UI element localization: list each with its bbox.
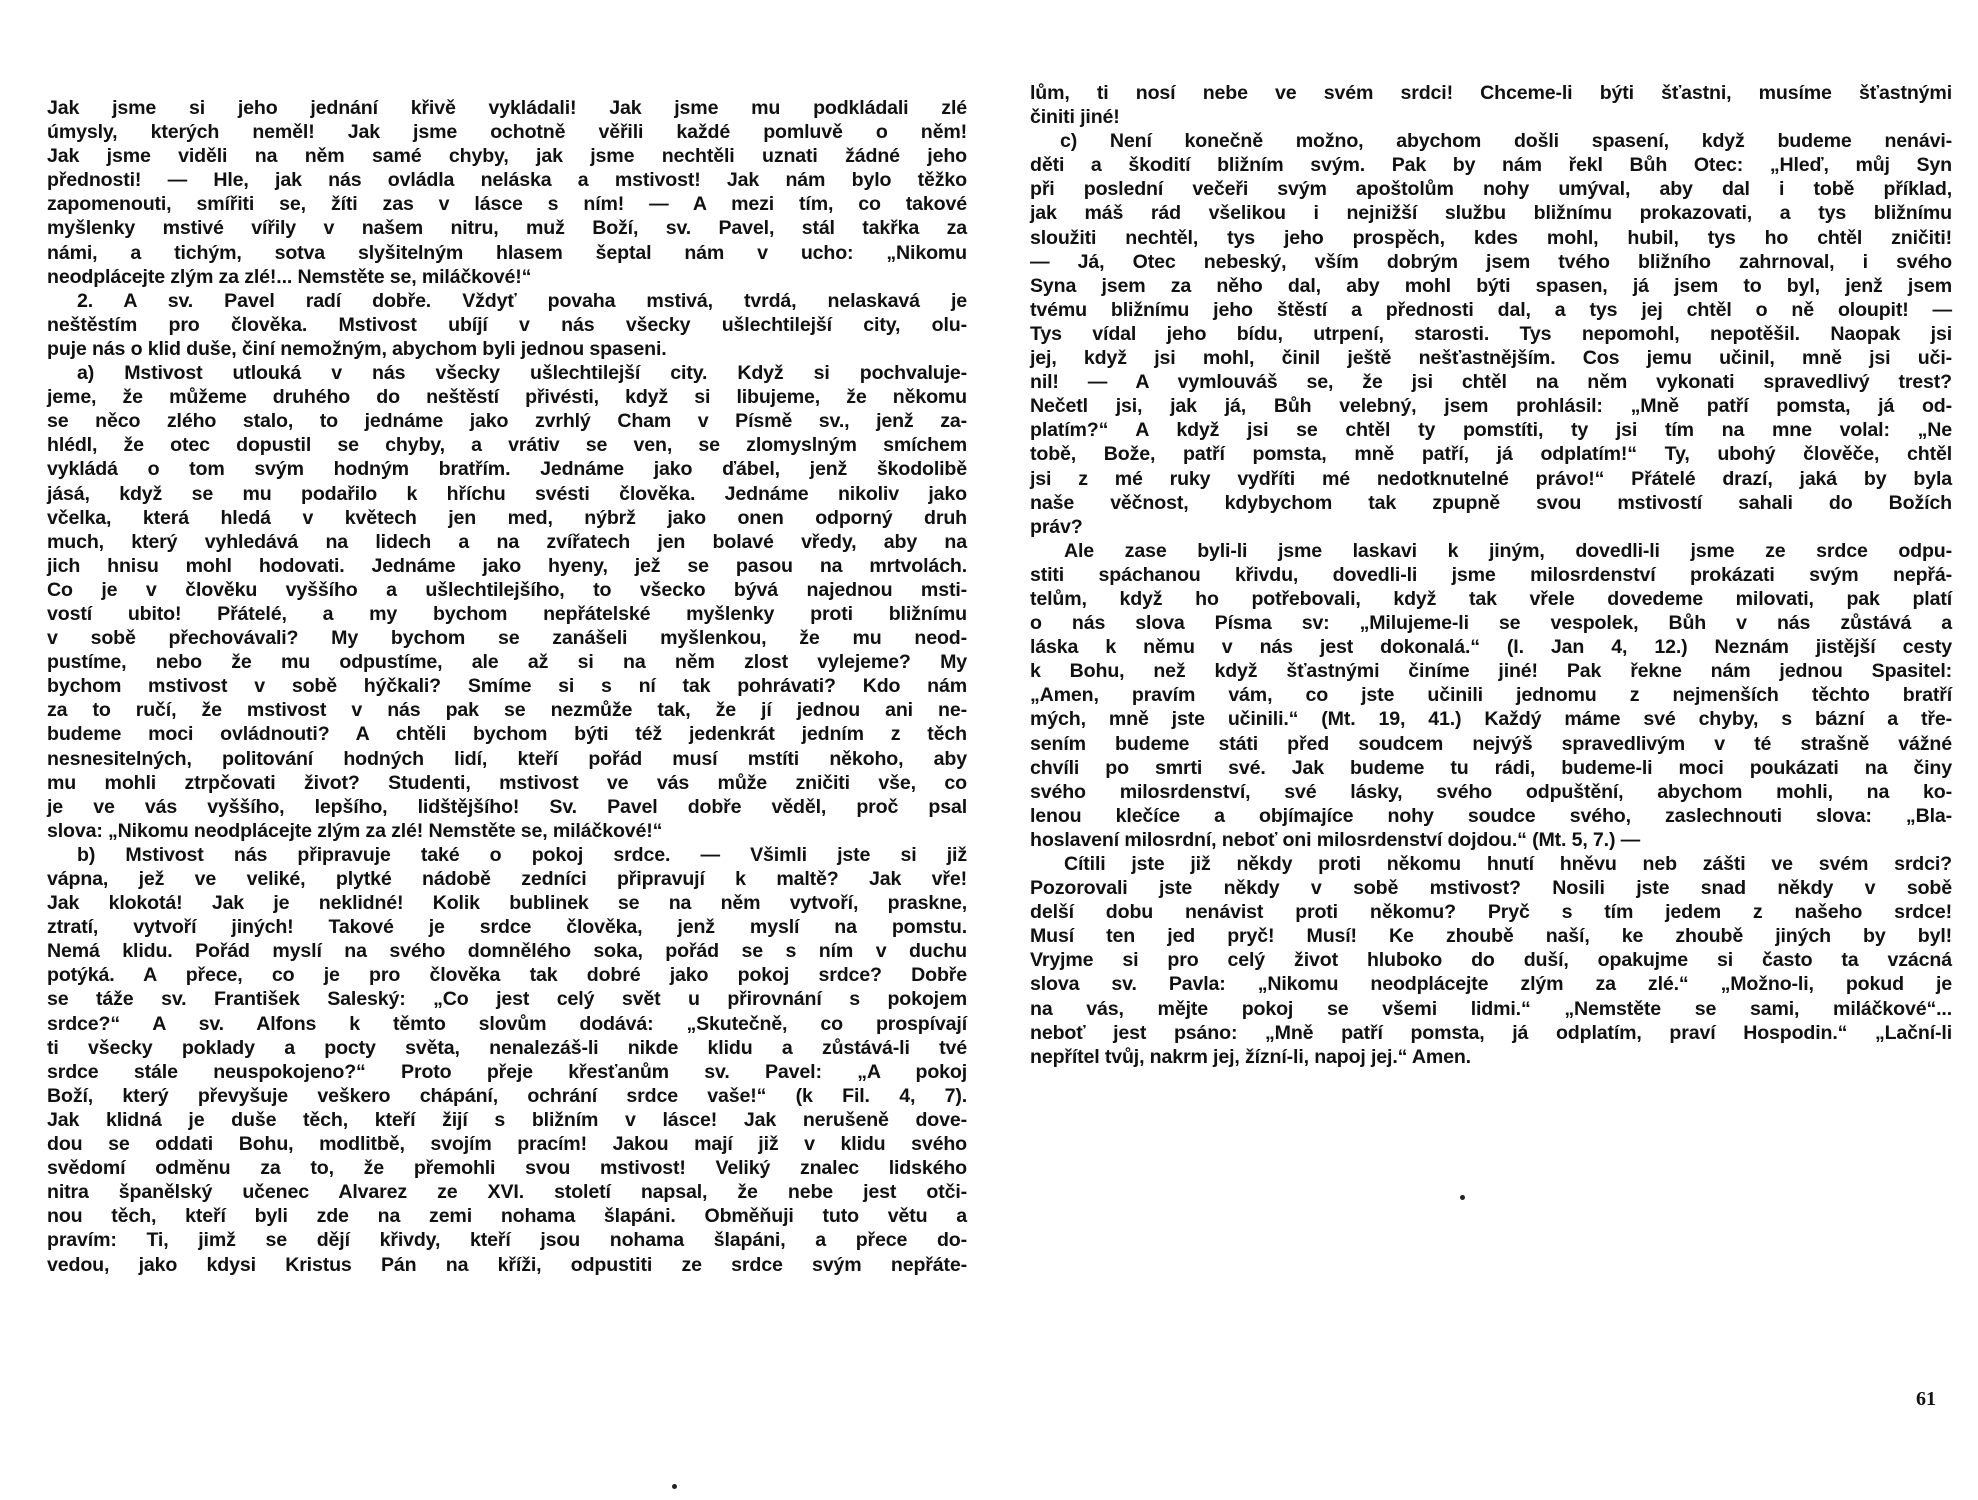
text-line: práv? bbox=[1030, 515, 1083, 538]
text-line: námi, a tichým, sotva slyšitelným hlasem šeptal nám v ucho: „Nikomu bbox=[47, 241, 967, 264]
text-line: platím?“ A když jsi se chtěl ty pomstíti, ty jsi tím na mne volal: „Ne bbox=[1030, 419, 1952, 442]
text-line: vápna, jež ve veliké, plytké nádobě zedníci připravují k maltě? Jak vře! bbox=[47, 868, 967, 890]
text-line: Cítili jste již někdy proti někomu hnutí hněvu neb zášti ve svém srdci? bbox=[1064, 853, 1952, 875]
left-page-text bbox=[47, 96, 967, 1277]
print-speck bbox=[672, 1484, 677, 1489]
text-line: zapomenouti, smířiti se, žíti zas v lásce s ním! — A mezi tím, co takové bbox=[47, 193, 967, 216]
text-line: jásá, když se mu podařilo k hříchu svésti člověka. Jednáme nikoliv jako bbox=[47, 482, 967, 505]
text-line: neboť jest psáno: „Mně patří pomsta, já odplatím, praví Hospodin.“ „Lační-li bbox=[1030, 1021, 1952, 1044]
text-line: ti všecky poklady a pocty světa, nenalezáš-li nikde klidu a zůstává-li tvé bbox=[47, 1036, 967, 1059]
text-line: neštěstím pro člověka. Mstivost ubíjí v nás všecky ušlechtilejší city, olu- bbox=[47, 313, 967, 336]
text-line: sením budeme státi před soudcem nejvýš spravedlivým v té strašně vážné bbox=[1030, 732, 1952, 755]
text-line: ztratí, vytvoří jiných! Takové je srdce člověka, jenž myslí na pomstu. bbox=[47, 916, 967, 939]
text-line: se táže sv. František Saleský: „Co jest celý svět u přirovnání s pokojem bbox=[47, 988, 967, 1011]
text-line: sloužiti nechtěl, tys jeho prospěch, kdes mohl, hubil, tys ho chtěl zničiti! bbox=[1030, 226, 1952, 249]
text-line: hlédl, že otec dopustil se chyby, a vrátiv se ven, se zlomyslným smíchem bbox=[47, 434, 967, 457]
text-line: Ale zase byli-li jsme laskavi k jiným, dovedli-li jsme ze srdce odpu- bbox=[1064, 539, 1952, 562]
text-line: srdce?“ A sv. Alfons k těmto slovům dodává: „Skutečně, co prospívají bbox=[47, 1012, 967, 1035]
text-line: delší dobu nenávist proti někomu? Pryč s tím jedem z našeho srdce! bbox=[1030, 901, 1952, 924]
text-line: jich hnisu mohl hodovati. Jednáme jako hyeny, jež se pasou na mrtvolách. bbox=[47, 554, 967, 577]
text-line: hoslavení milosrdní, neboť oni milosrdenství dojdou.“ (Mt. 5, 7.) — bbox=[1030, 828, 1641, 851]
text-line: Jak klidná je duše těch, kteří žijí s bližním v lásce! Jak nerušeně dove- bbox=[47, 1108, 967, 1131]
text-line: b) Mstivost nás připravuje také o pokoj srdce. — Všimli jste si již bbox=[77, 843, 967, 866]
text-line: „Amen, pravím vám, co jste učinili jednomu z nejmenších těchto bratří bbox=[1030, 684, 1952, 707]
print-speck bbox=[1460, 1195, 1465, 1200]
text-line: chvíli po smrti své. Jak budeme tu rádi, budeme-li moci poukázati na činy bbox=[1030, 756, 1952, 779]
text-line: Boží, který převyšuje veškero chápání, ochrání srdce vaše!“ (k Fil. 4, 7). bbox=[47, 1084, 967, 1107]
text-line: pravím: Ti, jimž se dějí křivdy, kteří jsou nohama šlapáni, a přece do- bbox=[47, 1229, 967, 1252]
text-line: Vryjme si pro celý život hluboko do duší, opakujme si často ta vzácná bbox=[1030, 949, 1952, 972]
text-line: Co je v člověku vyššího a ušlechtilejšího, to všecko bývá najednou msti- bbox=[47, 578, 967, 601]
text-line: srdce stále neuspokojeno?“ Proto přeje křesťanům sv. Pavel: „A pokoj bbox=[47, 1060, 967, 1083]
text-line: Syna jsem za něho dal, aby mohl býti spasen, já jsem to byl, jenž jsem bbox=[1030, 274, 1952, 297]
text-line: za to ručí, že mstivost v nás pak se nezmůže tak, že jí jednou ani ne- bbox=[47, 699, 967, 722]
text-line: nou těch, kteří byli zde na zemi nohama šlapáni. Obměňuji tuto větu a bbox=[47, 1205, 967, 1228]
text-line: nitra španělský učenec Alvarez ze XVI. století napsal, že nebe jest otči- bbox=[47, 1181, 967, 1204]
text-line: v sobě přechovávali? My bychom se zanášeli myšlenkou, že mu neod- bbox=[47, 627, 967, 650]
text-line: Jak jsme viděli na něm samé chyby, jak jsme nechtěli uznati žádné jeho bbox=[47, 145, 967, 168]
text-line: je ve vás vyššího, lepšího, lidštějšího! Sv. Pavel dobře věděl, proč psal bbox=[47, 795, 967, 818]
text-line: Nečetl jsi, jak já, Bůh velebný, jsem prohlásil: „Mně patří pomsta, já od- bbox=[1030, 395, 1952, 418]
text-line: lům, ti nosí nebe ve svém srdci! Chceme-li býti šťastni, musíme šťastnými bbox=[1030, 82, 1952, 104]
text-line: Jak jsme si jeho jednání křivě vykládali! Jak jsme mu podkládali zlé bbox=[47, 97, 967, 119]
text-line: pustíme, nebo že mu odpustíme, ale až si na něm zlost vylejeme? My bbox=[47, 651, 967, 674]
text-line: láska k němu v nás jest dokonalá.“ (I. Jan 4, 12.) Neznám jistější cesty bbox=[1030, 636, 1952, 659]
text-line: stiti spáchanou křivdu, dovedli-li jsme milosrdenství prokázati svým nepřá- bbox=[1030, 563, 1952, 586]
text-line: o nás slova Písma sv: „Milujeme-li se vespolek, Bůh v nás zůstává a bbox=[1030, 612, 1952, 635]
right-page bbox=[989, 0, 1978, 1500]
text-line: c) Není konečně možno, abychom došli spasení, když budeme nenávi- bbox=[1060, 130, 1952, 153]
text-line: jeme, že můžeme druhého do neštěstí přivésti, když si libujeme, že někomu bbox=[47, 386, 967, 409]
text-line: tobě, Bože, patří pomsta, mně patří, já odplatím!“ Ty, ubohý člověče, chtěl bbox=[1030, 443, 1952, 466]
text-line: mu mohli ztrpčovati život? Studenti, mstivost ve vás může zničiti vše, co bbox=[47, 771, 967, 794]
text-line: puje nás o klid duše, činí nemožným, abychom byli jednou spaseni. bbox=[47, 337, 667, 360]
text-line: myšlenky mstivé vířily v našem nitru, muž Boží, sv. Pavel, stál takřka za bbox=[47, 217, 967, 240]
text-line: na vás, mějte pokoj se všemi lidmi.“ „Nemstěte se sami, miláčkové“... bbox=[1030, 997, 1952, 1020]
text-line: svědomí odměnu za to, že přemohli svou mstivost! Veliký znalec lidského bbox=[47, 1157, 967, 1180]
text-line: much, který vyhledává na lidech a na zvířatech jen bolavé vředy, aby na bbox=[47, 530, 967, 553]
text-line: k Bohu, než když šťastnými činíme jiné! Pak řekne nám jednou Spasitel: bbox=[1030, 660, 1952, 683]
text-line: vostí ubito! Přátelé, a my bychom nepřátelské myšlenky proti bližnímu bbox=[47, 602, 967, 625]
text-line: vedou, jako kdysi Kristus Pán na kříži, odpustiti ze srdce svým nepřáte- bbox=[47, 1253, 967, 1276]
text-line: nepřítel tvůj, nakrm jej, žízní-li, napoj jej.“ Amen. bbox=[1030, 1045, 1471, 1068]
text-line: nil! — A vymlouváš se, že jsi chtěl na něm vykonati spravedlivý trest? bbox=[1030, 371, 1952, 394]
text-line: dou se oddati Bohu, modlitbě, svojím pracím! Jakou mají již v klidu svého bbox=[47, 1133, 967, 1156]
text-line: jsi z mé ruky vydříti mé nedotknutelné právo!“ Přátelé drazí, jaká by byla bbox=[1030, 467, 1952, 490]
text-line: mých, mně jste učinili.“ (Mt. 19, 41.) Každý máme své chyby, s bázní a tře- bbox=[1030, 708, 1952, 731]
text-line: svého milosrdenství, své lásky, svého odpuštění, abychom mohli, na ko- bbox=[1030, 780, 1952, 803]
text-line: přednosti! — Hle, jak nás ovládla neláska a mstivost! Jak nám bylo těžko bbox=[47, 169, 967, 192]
text-line: potýká. A přece, co je pro člověka tak dobré jako pokoj srdce? Dobře bbox=[47, 964, 967, 987]
text-line: slova: „Nikomu neodplácejte zlým za zlé! Nemstěte se, miláčkové!“ bbox=[47, 819, 663, 842]
text-line: Jak klokotá! Jak je neklidné! Kolik bublinek se na něm vytvoří, praskne, bbox=[47, 892, 967, 915]
text-line: úmysly, kterých neměl! Jak jsme ochotně věřili každé pomluvě o něm! bbox=[47, 121, 967, 144]
text-line: vykládá o tom svým hodným bratřím. Jednáme jako ďábel, jenž škodolibě bbox=[47, 458, 967, 481]
text-line: Musí ten jed pryč! Musí! Ke zhoubě naší, ke zhoubě jiných by byl! bbox=[1030, 925, 1952, 948]
text-line: včelka, která hledá v květech jen med, nýbrž jako onen odporný druh bbox=[47, 506, 967, 529]
text-line: při poslední večeři svým apoštolům nohy umýval, aby dal i tobě příklad, bbox=[1030, 178, 1952, 201]
text-line: 2. A sv. Pavel radí dobře. Vždyť povaha mstivá, tvrdá, nelaskavá je bbox=[77, 289, 967, 312]
page-number: 61 bbox=[1916, 1388, 1936, 1410]
right-page-text bbox=[1030, 81, 1952, 1069]
text-line: činiti jiné! bbox=[1030, 106, 1120, 129]
text-line: lenou klečíce a objímajíce nohy soudce svého, zaslechnouti slova: „Bla- bbox=[1030, 804, 1952, 827]
text-line: jak máš rád všelikou i nejnižší službu bližnímu prokazovati, a tys bližnímu bbox=[1030, 202, 1952, 225]
text-line: tvému bližnímu jeho štěstí a přednosti dal, a tys jej chtěl o ně oloupit! — bbox=[1030, 298, 1952, 321]
text-line: jej, když jsi mohl, činil ještě nešťastnějším. Cos jemu učinil, mně jsi uči- bbox=[1030, 347, 1952, 370]
text-line: telům, když ho potřebovali, když tak vřele dovedeme milovati, pak platí bbox=[1030, 587, 1952, 610]
text-line: budeme moci ovládnouti? A chtěli bychom býti též jedenkrát jedním z těch bbox=[47, 723, 967, 746]
text-line: naše věčnost, kdybychom tak zpupně svou mstivostí sahali do Božích bbox=[1030, 491, 1952, 514]
text-line: neodplácejte zlým za zlé!... Nemstěte se, miláčkové!“ bbox=[47, 265, 532, 288]
text-line: — Já, Otec nebeský, vším dobrým jsem tvého bližního zahrnoval, i svého bbox=[1030, 250, 1952, 273]
text-line: Nemá klidu. Pořád myslí na svého domnělého soka, pořád se s ním v duchu bbox=[47, 940, 967, 963]
text-line: bychom mstivost v sobě hýčkali? Smíme si s ní tak pohrávati? Kdo nám bbox=[47, 675, 967, 698]
text-line: Pozorovali jste někdy v sobě mstivost? Nosili jste snad někdy v sobě bbox=[1030, 877, 1952, 900]
text-line: slova sv. Pavla: „Nikomu neodplácejte zlým za zlé.“ „Možno-li, pokud je bbox=[1030, 973, 1952, 996]
text-line: se něco zlého stalo, to jednáme jako zvrhlý Cham v Písmě sv., jenž za- bbox=[47, 410, 967, 433]
text-line: Tys vídal jeho bídu, utrpení, starosti. Tys nepomohl, nepotěšil. Naopak jsi bbox=[1030, 322, 1952, 345]
text-line: a) Mstivost utlouká v nás všecky ušlechtilejší city. Když si pochvaluje- bbox=[77, 362, 967, 385]
text-line: děti a škodití bližním svým. Pak by nám řekl Bůh Otec: „Hleď, můj Syn bbox=[1030, 154, 1952, 177]
text-line: nesnesitelných, politování hodných lidí, kteří pořád musí mstíti někoho, aby bbox=[47, 747, 967, 770]
